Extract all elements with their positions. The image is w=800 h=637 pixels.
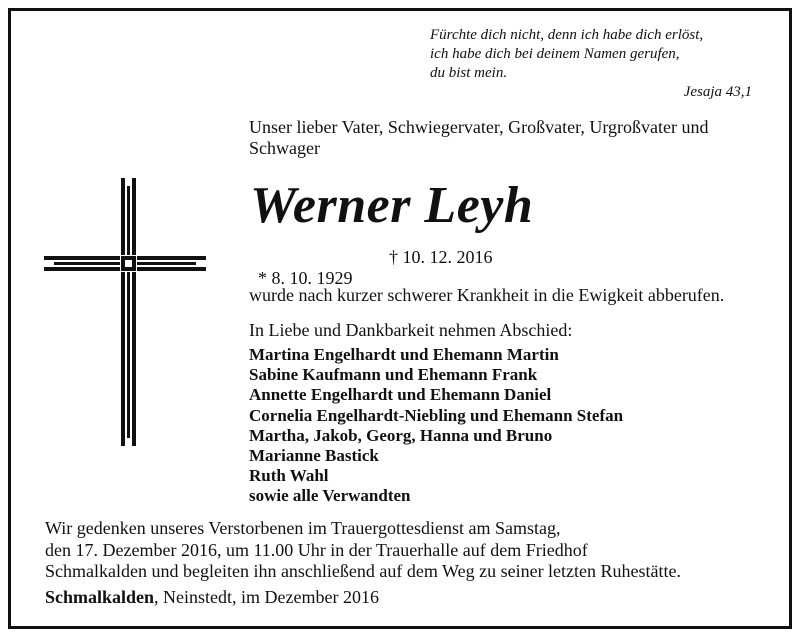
mourner-item: Sabine Kaufmann und Ehemann Frank bbox=[249, 365, 538, 385]
closing-line bbox=[45, 587, 379, 608]
verse-reference: Jesaja 43,1 bbox=[683, 84, 752, 100]
mourners-list bbox=[249, 345, 623, 507]
mourner-item: Ruth Wahl bbox=[249, 466, 329, 486]
mourner-item: sowie alle Verwandten bbox=[249, 486, 411, 506]
cross-center-h2 bbox=[121, 267, 136, 271]
bible-verse bbox=[430, 26, 752, 102]
cross-icon bbox=[44, 178, 206, 446]
mourner-item: Martha, Jakob, Georg, Hanna und Bruno bbox=[249, 425, 553, 445]
cross-vertical-left bbox=[121, 178, 125, 446]
mourner-item: Martina Engelhardt und Ehemann Martin bbox=[249, 345, 559, 364]
cross-vertical-right bbox=[132, 178, 136, 446]
service-notice bbox=[45, 518, 765, 583]
death-date: † 10. 12. 2016 bbox=[389, 247, 493, 267]
relationship-intro: Unser lieber Vater, Schwiegervater, Großvater, Urgroßvater und Schwager bbox=[249, 117, 709, 158]
mourner-item: Annette Engelhardt und Ehemann Daniel bbox=[249, 385, 552, 405]
farewell-intro: In Liebe und Dankbarkeit nehmen Abschied: bbox=[249, 320, 573, 340]
deceased-name: Werner Leyh bbox=[250, 177, 534, 234]
service-line: Wir gedenken unseres Verstorbenen im Trauergottesdienst am Samstag, bbox=[45, 518, 561, 538]
mourner-item: Marianne Bastick bbox=[249, 446, 379, 466]
verse-line: du bist mein. bbox=[430, 65, 508, 81]
closing-place: Schmalkalden bbox=[45, 587, 155, 607]
birth-date: * 8. 10. 1929 bbox=[258, 268, 353, 288]
cross-vertical-middle bbox=[127, 186, 130, 438]
called-away-text: wurde nach kurzer schwerer Krankheit in die Ewigkeit abberufen. bbox=[249, 285, 725, 305]
cross-strokes bbox=[44, 178, 206, 446]
verse-line: Fürchte dich nicht, denn ich habe dich erlöst, bbox=[430, 27, 704, 43]
service-line: Schmalkalden und begleiten ihn anschließend auf dem Weg zu seiner letzten Ruhestätte. bbox=[45, 561, 682, 581]
cross-center-h1 bbox=[121, 256, 136, 260]
mourner-item: Cornelia Engelhardt-Niebling und Ehemann Stefan bbox=[249, 405, 624, 425]
closing-rest: , Neinstedt, im Dezember 2016 bbox=[154, 587, 379, 607]
service-line: den 17. Dezember 2016, um 11.00 Uhr in der Trauerhalle auf dem Friedhof bbox=[45, 539, 588, 560]
verse-line: ich habe dich bei deinem Namen gerufen, bbox=[430, 46, 680, 62]
